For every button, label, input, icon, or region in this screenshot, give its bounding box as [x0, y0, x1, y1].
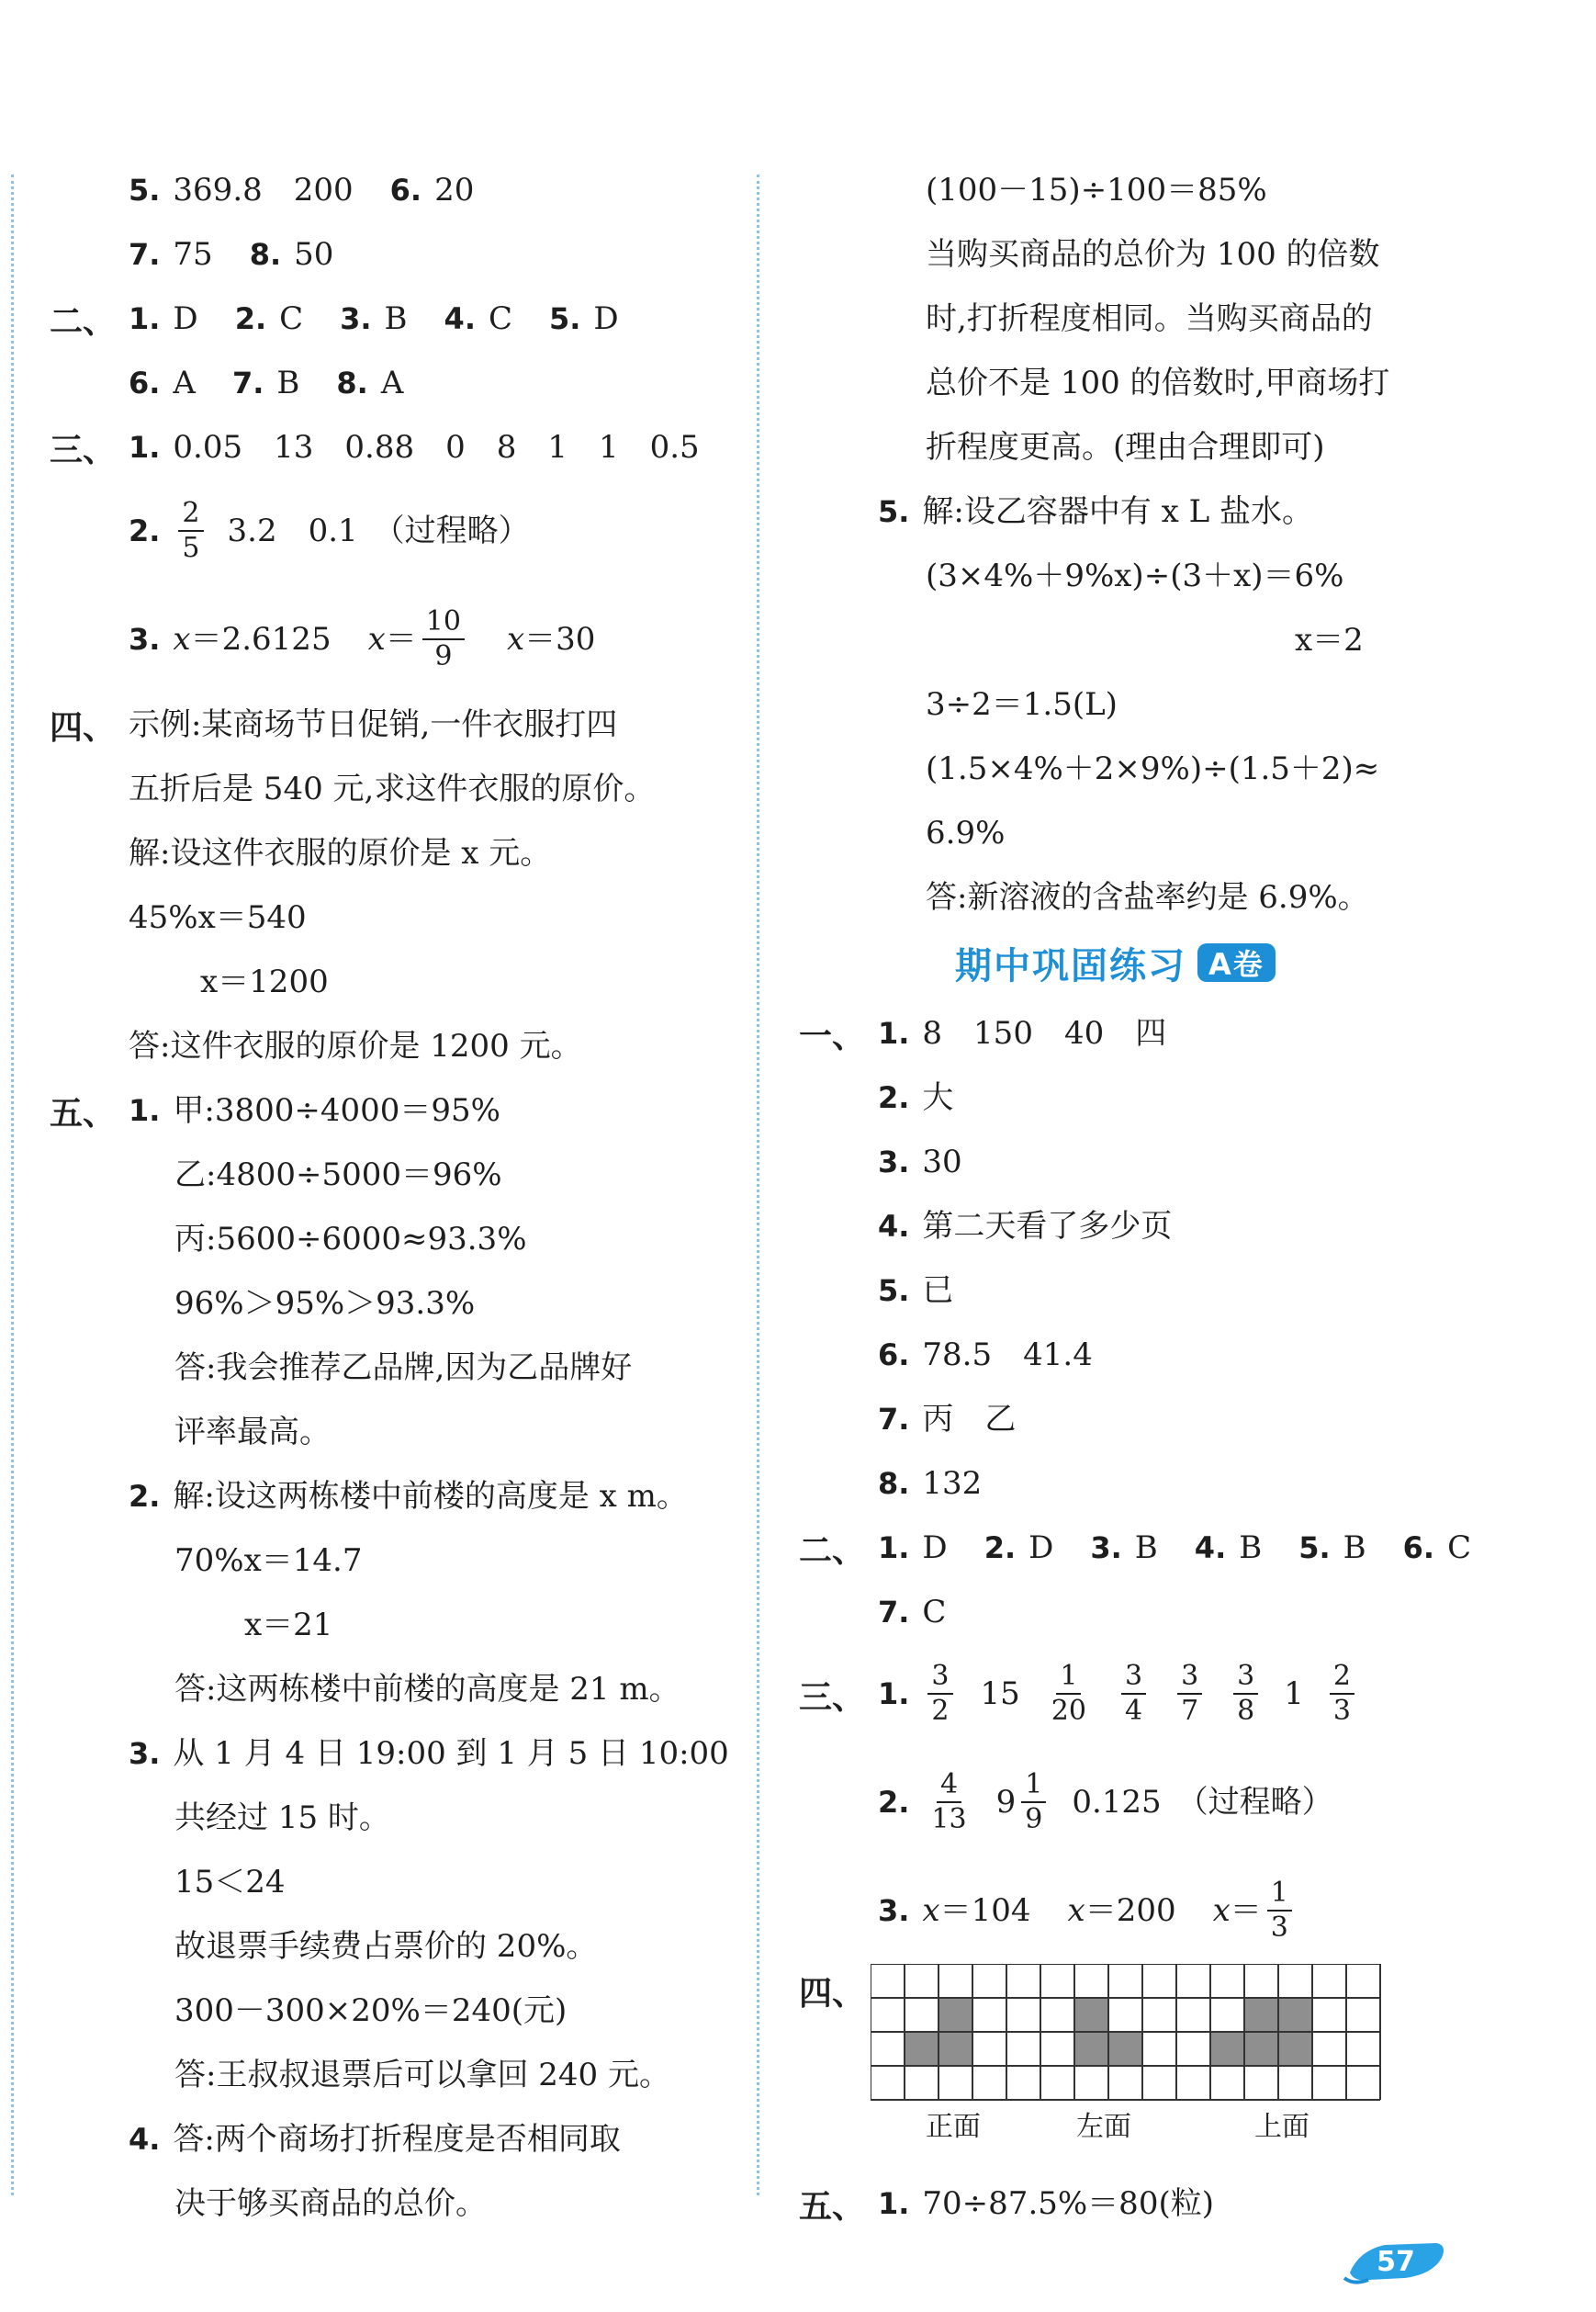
left-sec4-line: 答:这件衣服的原价是 1200 元。: [129, 1028, 582, 1065]
left-sec5-line: 70%x＝14.7: [174, 1542, 363, 1579]
column-divider: [757, 175, 759, 2195]
section-label: 三、: [799, 1679, 866, 1717]
left-sec5-q2: 2. 解:设这两栋楼中前楼的高度是 x m。: [129, 1478, 688, 1515]
right-line: 答:新溶液的含盐率约是 6.9%。: [926, 879, 1369, 916]
right-sec1-item: 2. 大: [878, 1079, 954, 1116]
right-sec1-item: 5. 已: [878, 1272, 954, 1309]
section-label: 二、: [799, 1532, 866, 1570]
section-title: 期中巩固练习 A卷: [955, 937, 1276, 988]
left-sec5-line: 丙:5600÷6000≈93.3%: [174, 1221, 527, 1258]
left-sec5-line: 300－300×20%＝240(元): [174, 1992, 568, 2029]
left-sec5-line: 共经过 15 时。: [174, 1799, 390, 1836]
section-label: 一、: [799, 1018, 866, 1055]
fraction: $\frac{10}{9}$: [422, 605, 465, 673]
right-sec3-q1: 1. $\frac{3}{2}$ 15 $\frac{1}{20}$ $\frac{3}{4}$ $\frac{3}{7}$ $\frac{3}{8}$ 1 $\frac{2}{3}$: [878, 1650, 1360, 1738]
right-line: 6.9%: [926, 815, 1006, 851]
right-sec3-q2: 2. $\frac{4}{13}$ 9 $\frac{1}{9}$ 0.125 （过程略）: [878, 1768, 1333, 1835]
left-sec5-line: 答:我会推荐乙品牌,因为乙品牌好: [174, 1349, 633, 1386]
left-sec5-line: 乙:4800÷5000＝96%: [174, 1156, 502, 1193]
left-sec5-q1: 1. 甲:3800÷4000＝95%: [129, 1092, 500, 1129]
right-sec1-item: 7. 丙 乙: [878, 1401, 1017, 1438]
right-line: (3×4%＋9%x)÷(3＋x)＝6%: [926, 558, 1344, 594]
left-sec2-row1: 1. D 2. C 3. B 4. C 5. D: [129, 300, 619, 337]
page-number-badge: [1341, 2232, 1451, 2287]
right-sec1-item: 1. 8 150 40 四: [878, 1015, 1167, 1052]
page-number: 57: [1377, 2246, 1415, 2278]
left-sec5-line: 决于够买商品的总价。: [174, 2185, 487, 2222]
right-sec1-item: 8. 132: [878, 1465, 983, 1502]
left-view-label: 左面: [1076, 2111, 1131, 2143]
left-sec5-line: 答:这两栋楼中前楼的高度是 21 m。: [174, 1671, 680, 1708]
section-label: 四、: [799, 1975, 866, 2013]
left-sec4-line: 45%x＝540: [129, 899, 307, 936]
left-sec3-q3: 3. x ＝2.6125 x ＝ $\frac{10}{9}$ x ＝30: [129, 605, 596, 672]
right-line: 总价不是 100 的倍数时,甲商场打: [926, 365, 1390, 401]
left-sec5-line: 评率最高。: [174, 1414, 331, 1450]
section-label: 二、: [50, 303, 117, 341]
right-sec5-q1: 1. 70÷87.5%＝80(粒): [878, 2185, 1214, 2222]
front-view-label: 正面: [926, 2111, 981, 2143]
left-sec4-line: 五折后是 540 元,求这件衣服的原价。: [129, 771, 656, 807]
left-sec5-line: 答:王叔叔退票后可以拿回 240 元。: [174, 2057, 670, 2093]
right-sec3-q3: 3. x ＝104 x ＝200 x ＝ $\frac{1}{3}$: [878, 1867, 1298, 1955]
grid-lines: [871, 1964, 1380, 2100]
right-sec1-item: 6. 78.5 41.4: [878, 1336, 1093, 1373]
right-sec1-item: 4. 第二天看了多少页: [878, 1208, 1173, 1245]
left-line-1: 5. 369.8 200 6. 20: [129, 172, 475, 209]
fraction: $\frac{2}{5}$: [178, 497, 203, 565]
right-line: (1.5×4%＋2×9%)÷(1.5＋2)≈: [926, 750, 1380, 787]
section-label: 四、: [50, 709, 117, 747]
volume-badge: A卷: [1197, 943, 1276, 982]
left-sec5-line: x＝21: [244, 1607, 333, 1643]
left-sec5-line: 故退票手续费占票价的 20%。: [174, 1928, 598, 1965]
right-line: x＝2: [1295, 622, 1364, 659]
left-sec4-line: x＝1200: [200, 964, 329, 1000]
right-line: 当购买商品的总价为 100 的倍数: [926, 236, 1380, 273]
left-line-2: 7. 75 8. 50: [129, 236, 334, 273]
left-sec4-line: 示例:某商场节日促销,一件衣服打四: [129, 706, 618, 743]
left-sec5-q4: 4. 答:两个商场打折程度是否相同取: [129, 2121, 621, 2158]
left-margin-divider: [11, 175, 14, 2195]
right-line: (100－15)÷100＝85%: [926, 172, 1267, 209]
left-sec4-line: 解:设这件衣服的原价是 x 元。: [129, 835, 552, 872]
top-view-label: 上面: [1254, 2111, 1309, 2143]
right-sec2-row2: 7. C: [878, 1594, 947, 1630]
right-line: 时,打折程度相同。当购买商品的: [926, 300, 1373, 337]
right-sec2-row1: 1. D 2. D 3. B 4. B 5. B 6. C: [878, 1529, 1472, 1566]
right-q5: 5. 解:设乙容器中有 x L 盐水。: [878, 493, 1314, 530]
section-label: 五、: [50, 1095, 117, 1133]
right-line: 3÷2＝1.5(L): [926, 686, 1118, 723]
mixed-number: 9 $\frac{1}{9}$: [996, 1768, 1052, 1836]
three-view-grid: [871, 1964, 1381, 2103]
left-sec5-line: 15＜24: [174, 1864, 286, 1900]
left-sec3-q2: 2. $\frac{2}{5}$ 3.2 0.1 （过程略）: [129, 497, 530, 564]
left-sec3-q1: 1. 0.05 13 0.88 0 8 1 1 0.5: [129, 429, 700, 466]
left-sec5-line: 96%＞95%＞93.3%: [174, 1285, 476, 1322]
left-sec2-row2: 6. A 7. B 8. A: [129, 365, 404, 401]
section-label: 三、: [50, 432, 117, 469]
left-sec5-q3: 3. 从 1 月 4 日 19:00 到 1 月 5 日 10:00: [129, 1735, 729, 1772]
right-line: 折程度更高。(理由合理即可): [926, 429, 1325, 466]
right-sec1-item: 3. 30: [878, 1144, 962, 1180]
section-label: 五、: [799, 2188, 866, 2226]
